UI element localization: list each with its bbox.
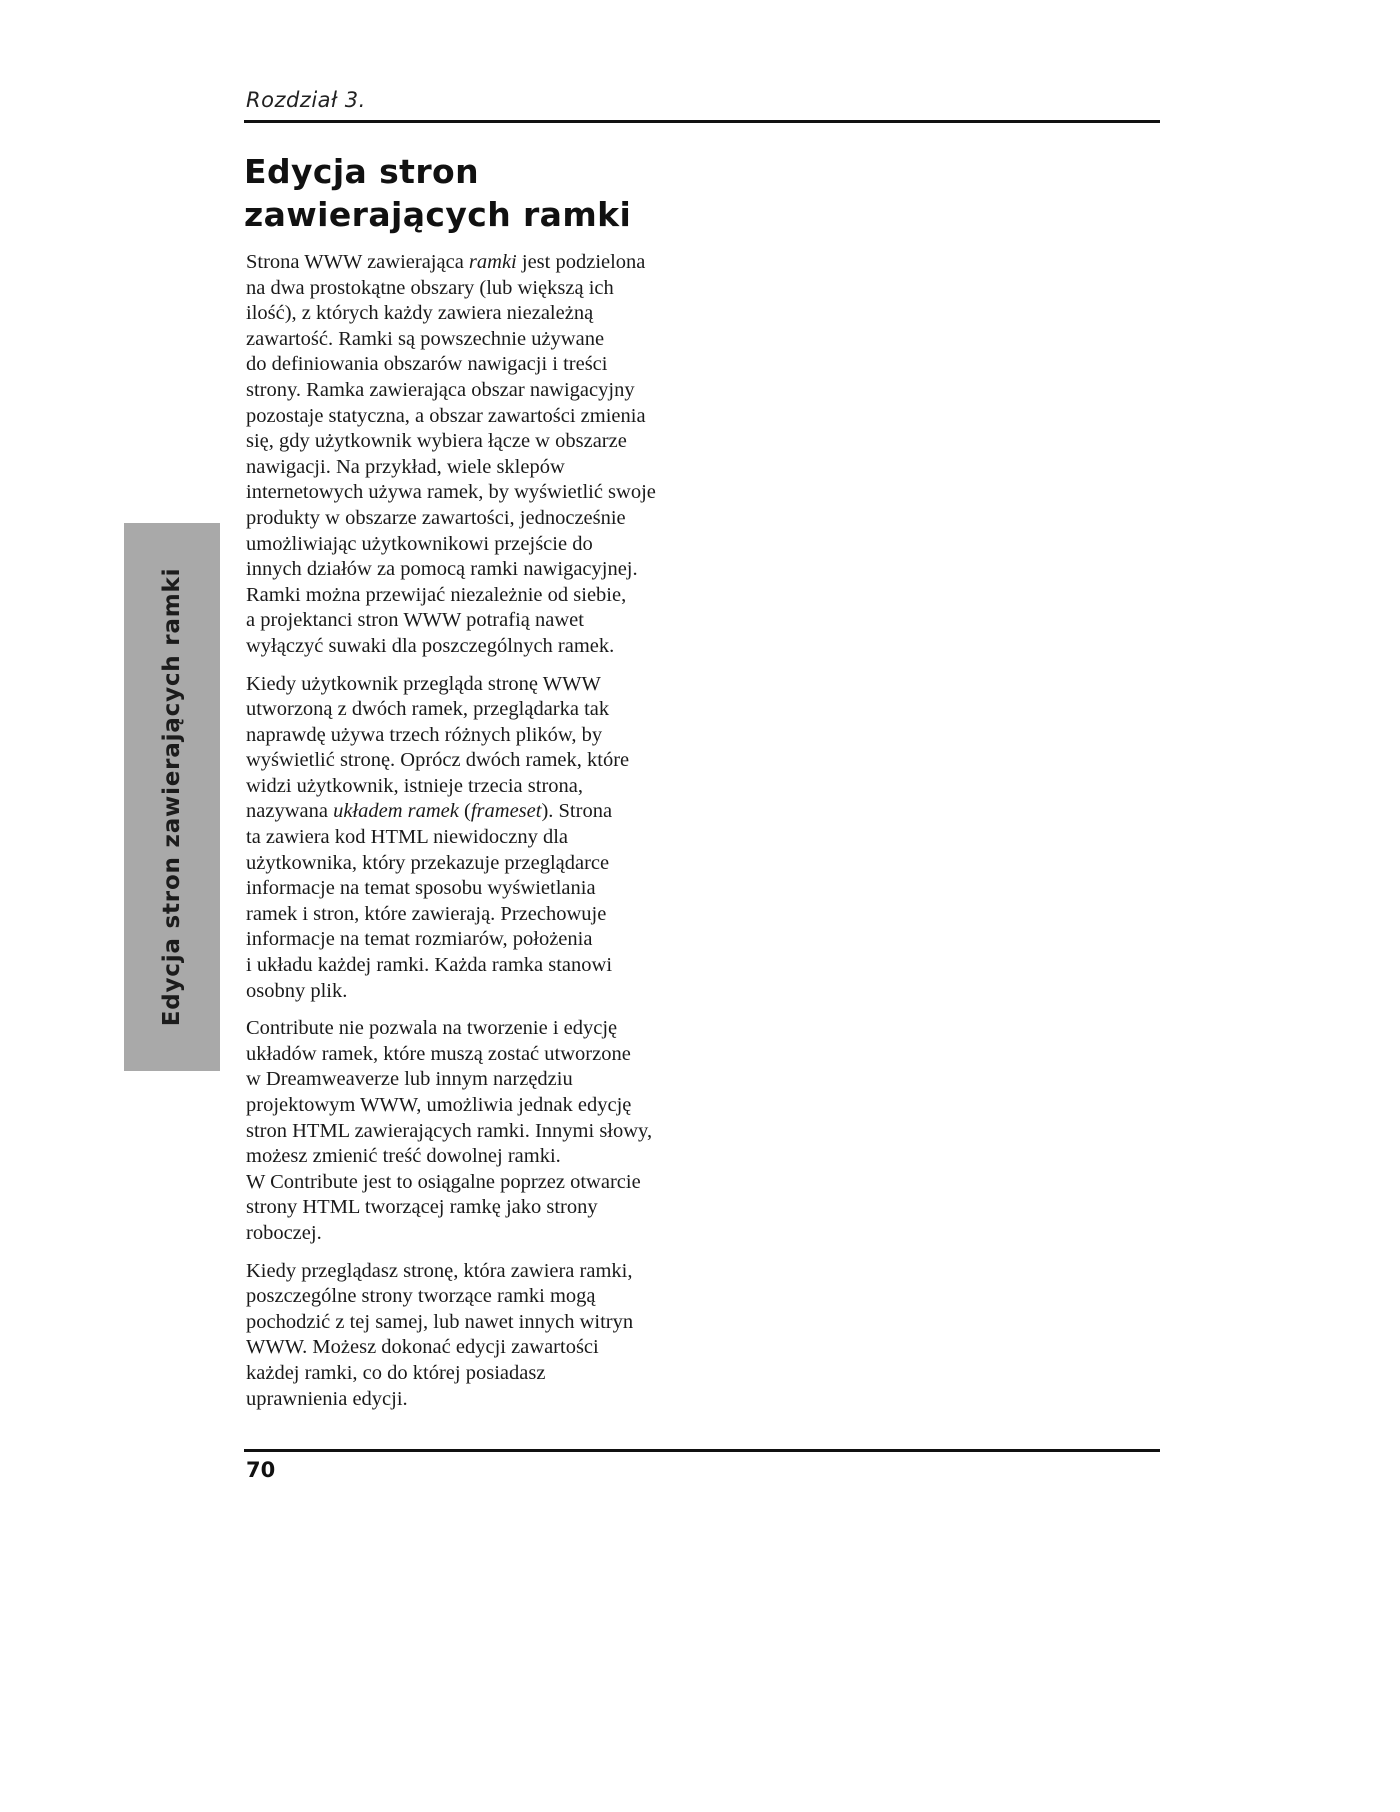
text-line: projektowym WWW, umożliwia jednak edycję bbox=[246, 1094, 632, 1116]
text-line: roboczej. bbox=[246, 1221, 322, 1244]
text-line: wyłączyć suwaki dla poszczególnych ramek. bbox=[246, 634, 615, 657]
text-line: w Dreamweaverze lub innym narzędziu bbox=[246, 1068, 573, 1091]
text-line: możesz zmienić treść dowolnej ramki. bbox=[246, 1145, 561, 1168]
text-line: informacje na temat sposobu wyświetlania bbox=[246, 877, 596, 900]
text-line: utworzoną z dwóch ramek, przeglądarka tak bbox=[246, 698, 610, 721]
text-line: Contribute nie pozwala na tworzenie i edycję bbox=[246, 1017, 618, 1040]
text-line: a projektanci stron WWW potrafią nawet bbox=[246, 609, 584, 632]
text-line: innych działów za pomocą ramki nawigacyjnej. bbox=[246, 558, 638, 581]
section-title bbox=[244, 150, 764, 236]
text-line: i układu każdej ramki. Każda ramka stanowi bbox=[246, 954, 613, 977]
text-line: pozostaje statyczna, a obszar zawartości zmienia bbox=[246, 404, 646, 427]
side-tab-label: Edycja stron zawierających ramki bbox=[159, 567, 185, 1027]
body-text bbox=[246, 250, 716, 1424]
text-line: naprawdę używa trzech różnych plików, by bbox=[246, 723, 603, 746]
text-line: produkty w obszarze zawartości, jednocześnie bbox=[246, 506, 626, 529]
text-line: do definiowania obszarów nawigacji i treści bbox=[246, 353, 608, 376]
text-line: strony HTML tworzącej ramkę jako strony bbox=[246, 1196, 598, 1219]
side-thumb-tab bbox=[124, 523, 220, 1071]
section-title-line-1: Edycja stron bbox=[244, 152, 479, 191]
text-line: internetowych używa ramek, by wyświetlić swoje bbox=[246, 481, 656, 504]
section-title-line-2: zawierających ramki bbox=[244, 195, 632, 234]
text-line: się, gdy użytkownik wybiera łącze w obszarze bbox=[246, 430, 627, 453]
text-line: Strona WWW zawierająca ramki jest podzielona bbox=[246, 251, 646, 273]
text-line: nawigacji. Na przykład, wiele sklepów bbox=[246, 455, 565, 478]
text-line: umożliwiając użytkownikowi przejście do bbox=[246, 532, 593, 555]
text-line: zawartość. Ramki są powszechnie używane bbox=[246, 327, 605, 350]
text-line: Ramki można przewijać niezależnie od siebie, bbox=[246, 583, 627, 606]
text-line: pochodzić z tej samej, lub nawet innych witryn bbox=[246, 1310, 634, 1333]
text-line: Kiedy przeglądasz stronę, która zawiera ramki, bbox=[246, 1259, 633, 1282]
text-line: strony. Ramka zawierająca obszar nawigacyjny bbox=[246, 378, 635, 401]
running-header bbox=[244, 88, 1160, 123]
body-paragraph bbox=[246, 672, 716, 1005]
text-line: uprawnienia edycji. bbox=[246, 1387, 408, 1410]
chapter-label: Rozdział 3. bbox=[246, 88, 366, 112]
text-line: widzi użytkownik, istnieje trzecia strona, bbox=[246, 774, 584, 797]
text-line: układów ramek, które muszą zostać utworzone bbox=[246, 1042, 631, 1065]
text-line: WWW. Możesz dokonać edycji zawartości bbox=[246, 1336, 599, 1359]
text-line: ta zawiera kod HTML niewidoczny dla bbox=[246, 826, 568, 849]
text-line: W Contribute jest to osiągalne poprzez otwarcie bbox=[246, 1170, 641, 1193]
text-line: nazywana układem ramek (frameset). Strona bbox=[246, 800, 613, 823]
text-line: wyświetlić stronę. Oprócz dwóch ramek, które bbox=[246, 749, 630, 772]
text-line: użytkownika, który przekazuje przeglądarce bbox=[246, 851, 610, 874]
page-number: 70 bbox=[246, 1458, 276, 1482]
footer-rule bbox=[244, 1449, 1160, 1452]
text-line: na dwa prostokątne obszary (lub większą ich bbox=[246, 276, 614, 299]
text-line: ramek i stron, które zawierają. Przechowuje bbox=[246, 902, 607, 925]
body-paragraph bbox=[246, 250, 716, 660]
emphasized-term: frameset bbox=[470, 800, 542, 823]
text-line: stron HTML zawierających ramki. Innymi słowy, bbox=[246, 1119, 653, 1142]
body-paragraph bbox=[246, 1016, 716, 1246]
text-line: Kiedy użytkownik przegląda stronę WWW bbox=[246, 672, 601, 695]
text-line: informacje na temat rozmiarów, położenia bbox=[246, 928, 593, 951]
text-line: poszczególne strony tworzące ramki mogą bbox=[246, 1285, 596, 1308]
text-line: osobny plik. bbox=[246, 979, 348, 1002]
text-line: każdej ramki, co do której posiadasz bbox=[246, 1361, 546, 1384]
text-line: ilość), z których każdy zawiera niezależną bbox=[246, 302, 594, 325]
emphasized-term: ramki bbox=[468, 251, 517, 273]
emphasized-term: układem ramek bbox=[333, 800, 459, 823]
body-paragraph bbox=[246, 1259, 716, 1413]
